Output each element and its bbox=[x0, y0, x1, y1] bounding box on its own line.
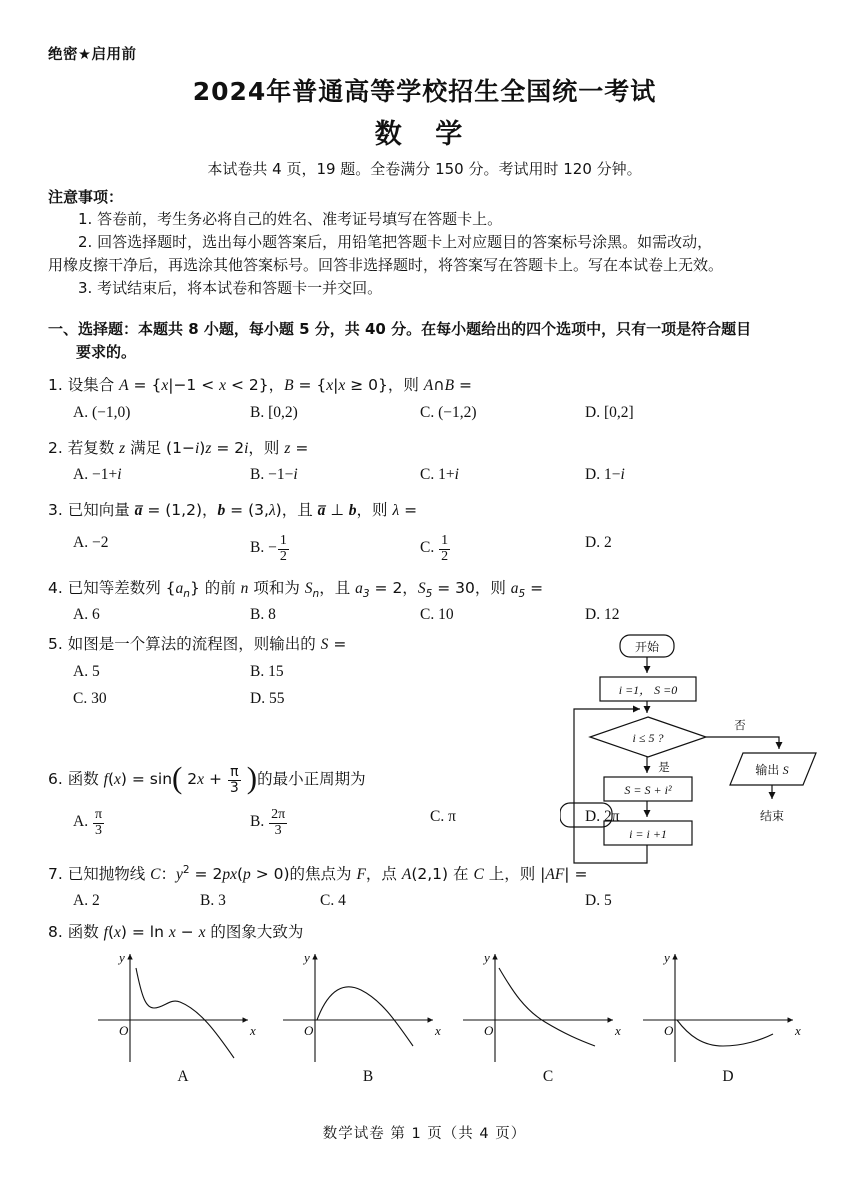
graph-D-ylabel: y bbox=[664, 950, 670, 965]
option-7-A[interactable]: A. 2 bbox=[73, 892, 100, 909]
notice-item: 3. 考试结束后，将本试卷和答题卡一并交回。 bbox=[78, 279, 383, 297]
graph-option-B[interactable] bbox=[273, 940, 463, 1100]
graph-D-label: D bbox=[722, 1068, 734, 1085]
graph-A-ylabel: y bbox=[119, 950, 125, 965]
graph-B-origin: O bbox=[304, 1023, 314, 1038]
question-1-number: 1. bbox=[48, 376, 63, 394]
option-4-C[interactable]: C. 10 bbox=[420, 606, 454, 623]
question-3-stem: 3. 已知向量 a̅ = (1,2)，b = (3,λ)，且 a̅ ⊥ b，则 λ = bbox=[48, 501, 418, 519]
graph-A-label: A bbox=[177, 1068, 189, 1085]
flow-condition-label: i ≤ 5 ? bbox=[632, 731, 664, 745]
question-6-number: 6. bbox=[48, 770, 63, 788]
flow-yes-label: 是 bbox=[658, 762, 670, 774]
page-footer: 数学试卷 第 1 页（共 4 页） bbox=[322, 1126, 527, 1142]
option-5-D[interactable]: D. 55 bbox=[250, 690, 285, 707]
question-2-stem: 2. 若复数 z 满足 (1−i)z = 2i，则 z = bbox=[48, 439, 309, 457]
option-1-D[interactable]: D. [0,2] bbox=[585, 404, 634, 421]
question-7-options bbox=[0, 892, 849, 912]
option-1-C[interactable]: C. (−1,2) bbox=[420, 404, 477, 421]
graph-C-ylabel: y bbox=[484, 950, 490, 965]
question-8-number: 8. bbox=[48, 923, 63, 941]
option-7-D[interactable]: D. 5 bbox=[585, 892, 612, 909]
section-heading-line1: 一、选择题：本题共 8 小题，每小题 5 分，共 40 分。在每小题给出的四个选项中，只有一项是符合题目 bbox=[48, 320, 752, 338]
graph-D-origin: O bbox=[664, 1023, 674, 1038]
graph-option-C[interactable] bbox=[453, 940, 643, 1100]
graph-B-ylabel: y bbox=[304, 950, 310, 965]
graph-C-label: C bbox=[542, 1068, 554, 1085]
option-4-D[interactable]: D. 12 bbox=[585, 606, 620, 623]
option-6-C[interactable]: C. π bbox=[430, 808, 456, 825]
option-6-A[interactable]: A. $\frac{\pi}{3}$ bbox=[73, 807, 103, 838]
question-7-stem: 7. 已知抛物线 C：$y^2 = 2px(p > 0)$的焦点为 F，点 A(2,1) 在 C 上，则 |AF| = bbox=[48, 863, 588, 883]
notice-item: 2. 回答选择题时，选出每小题答案后，用铅笔把答题卡上对应题目的答案标号涂黑。如需改动， bbox=[78, 233, 713, 251]
exam-info: 本试卷共 4 页，19 题。全卷满分 150 分。考试用时 120 分钟。 bbox=[207, 160, 642, 178]
question-2-number: 2. bbox=[48, 439, 63, 457]
option-1-B[interactable]: B. [0,2) bbox=[250, 404, 298, 421]
option-5-C[interactable]: C. 30 bbox=[73, 690, 107, 707]
option-2-C[interactable]: C. 1+i bbox=[420, 466, 459, 483]
question-5-stem: 5. 如图是一个算法的流程图，则输出的 S = bbox=[48, 635, 347, 653]
option-2-A[interactable]: A. −1+i bbox=[73, 466, 122, 483]
option-1-A[interactable]: A. (−1,0) bbox=[73, 404, 131, 421]
option-7-C[interactable]: C. 4 bbox=[320, 892, 346, 909]
option-6-D[interactable]: D. 2π bbox=[585, 808, 620, 825]
question-2-options bbox=[0, 466, 849, 486]
notice-item: 1. 答卷前，考生务必将自己的姓名、准考证号填写在答题卡上。 bbox=[78, 210, 503, 228]
question-1-options bbox=[0, 404, 849, 424]
graph-option-A[interactable] bbox=[88, 940, 278, 1100]
graph-C-origin: O bbox=[484, 1023, 494, 1038]
question-8-graph-options bbox=[48, 940, 838, 1100]
option-2-D[interactable]: D. 1−i bbox=[585, 466, 625, 483]
option-3-D[interactable]: D. 2 bbox=[585, 534, 612, 551]
question-7-number: 7. bbox=[48, 865, 63, 883]
secret-label: 绝密★启用前 bbox=[48, 47, 137, 63]
notice-item: 用橡皮擦干净后，再选涂其他答案标号。回答非选择题时，将答案写在答题卡上。写在本试卷上无效。 bbox=[48, 256, 724, 274]
flow-init-label: i =1， S =0 bbox=[618, 683, 678, 697]
option-6-B[interactable]: B. $\frac{2\pi}{3}$ bbox=[250, 807, 286, 838]
section-heading bbox=[48, 318, 808, 364]
question-3-number: 3. bbox=[48, 501, 63, 519]
option-5-B[interactable]: B. 15 bbox=[250, 663, 284, 680]
flow-end-label: 结束 bbox=[759, 809, 785, 823]
flow-process-label: S = S + i² bbox=[624, 783, 672, 797]
question-4-stem: 4. 已知等差数列 $\{a_n\}$ 的前 n 项和为 $S_n$，且 $a_3 = 2$，$S_5 = 30$，则 $a_5$ = bbox=[48, 579, 544, 601]
question-6-stem: 6. 函数 f(x) = sin( 2x + $\frac{\pi}{3}$ )的最小正周期为 bbox=[48, 760, 366, 796]
graph-A-origin: O bbox=[119, 1023, 129, 1038]
question-1-stem: 1. 设集合 A = {x|−1 < x < 2}，B = {x|x ≥ 0}，则 A∩B = bbox=[48, 376, 473, 394]
flow-output-label: 输出 S bbox=[755, 763, 789, 777]
subject-title: 数 学 bbox=[374, 119, 475, 150]
graph-A-xlabel: x bbox=[250, 1023, 256, 1038]
option-3-C[interactable]: C. $\frac{1}{2}$ bbox=[420, 533, 449, 564]
option-3-B[interactable]: B. − $\frac{1}{2}$ bbox=[250, 533, 287, 564]
question-4-options bbox=[0, 606, 849, 626]
option-5-A[interactable]: A. 5 bbox=[73, 663, 100, 680]
option-4-B[interactable]: B. 8 bbox=[250, 606, 276, 623]
graph-option-D[interactable] bbox=[633, 940, 823, 1100]
algorithm-flowchart bbox=[560, 625, 830, 875]
graph-D-xlabel: x bbox=[795, 1023, 801, 1038]
question-3-options bbox=[0, 533, 849, 564]
flow-increment-label: i = i +1 bbox=[629, 827, 667, 841]
question-4-number: 4. bbox=[48, 579, 63, 597]
page-title: 2024年普通高等学校招生全国统一考试 bbox=[192, 77, 657, 106]
flow-start-label: 开始 bbox=[634, 640, 660, 654]
graph-C-xlabel: x bbox=[615, 1023, 621, 1038]
section-heading-line2: 要求的。 bbox=[76, 343, 137, 361]
option-3-A[interactable]: A. −2 bbox=[73, 534, 109, 551]
option-2-B[interactable]: B. −1−i bbox=[250, 466, 298, 483]
flow-no-label: 否 bbox=[734, 720, 746, 732]
notice-title: 注意事项： bbox=[48, 188, 124, 206]
option-7-B[interactable]: B. 3 bbox=[200, 892, 226, 909]
graph-B-label: B bbox=[362, 1068, 374, 1085]
option-4-A[interactable]: A. 6 bbox=[73, 606, 100, 623]
graph-B-xlabel: x bbox=[435, 1023, 441, 1038]
question-5-number: 5. bbox=[48, 635, 63, 653]
question-8-stem: 8. 函数 f(x) = ln x − x 的图象大致为 bbox=[48, 923, 304, 941]
notice-body bbox=[48, 208, 804, 300]
